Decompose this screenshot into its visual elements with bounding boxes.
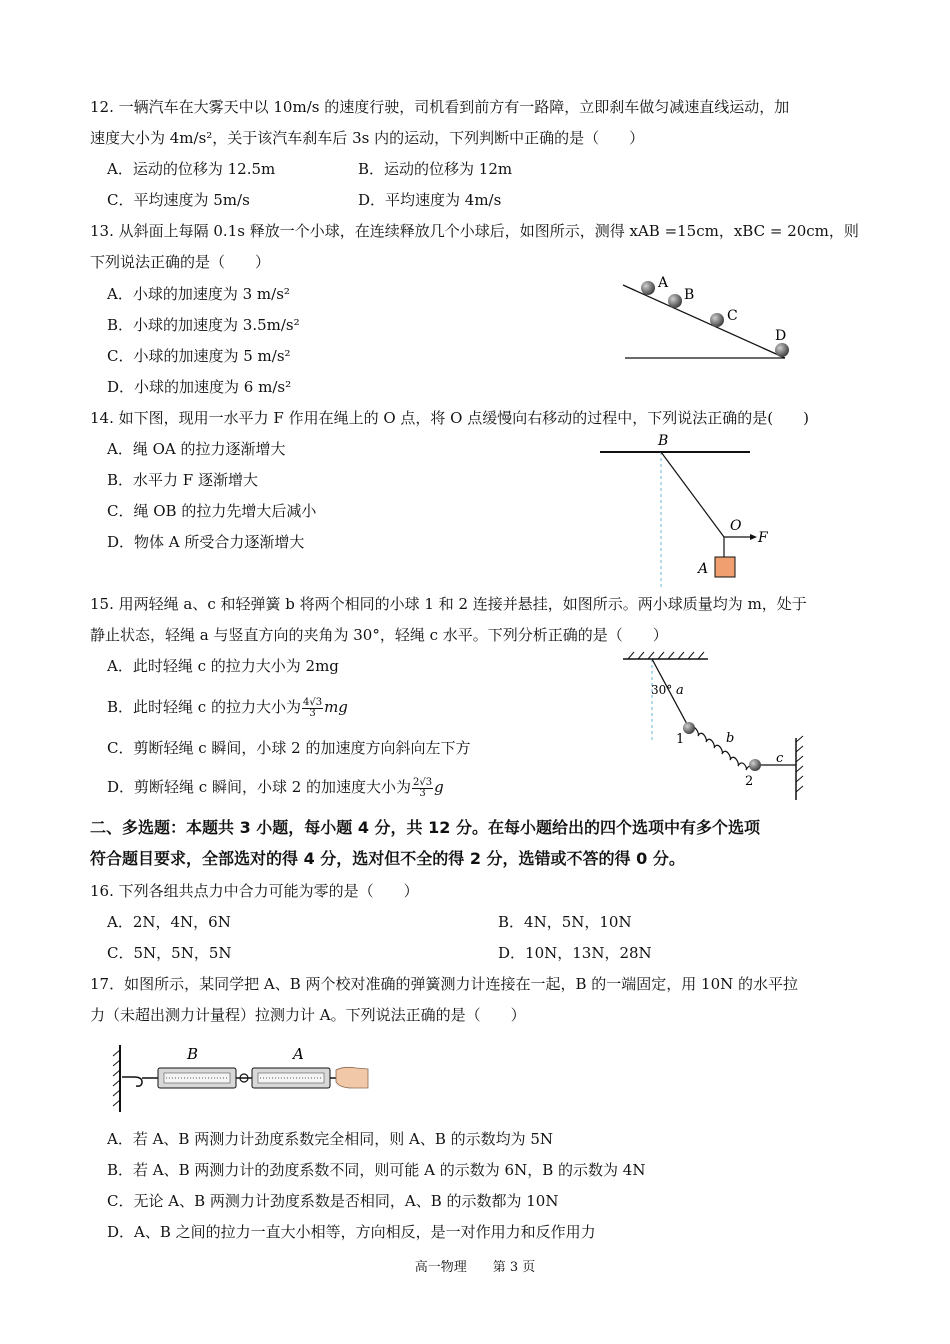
q12-option-a: A．运动的位移为 12.5m <box>107 160 276 178</box>
q13-option-a: A．小球的加速度为 3 m/s² <box>107 285 290 303</box>
q15-option-a: A．此时轻绳 c 的拉力大小为 2mg <box>107 657 339 675</box>
q12-stem-line2: 速度大小为 4m/s²，关于该汽车刹车后 3s 内的运动，下列判断中正确的是（ ） <box>90 129 645 147</box>
q15-spring-figure <box>618 650 808 805</box>
page-footer: 高一物理 第 3 页 <box>414 1260 536 1275</box>
q15-option-d <box>107 777 444 799</box>
section2-heading-line1: 二、多选题：本题共 3 小题，每小题 4 分，共 12 分。在每小题给出的四个选项中有多个选项 <box>90 818 760 837</box>
q15-spring-b <box>690 727 754 770</box>
q13-incline-figure <box>615 270 800 365</box>
q13-option-c: C．小球的加速度为 5 m/s² <box>107 347 291 365</box>
q15-option-b-fraction <box>302 698 323 719</box>
q14-label-o: O <box>730 518 742 534</box>
q12-stem-line1: 12. 一辆汽车在大雾天中以 10m/s 的速度行驶，司机看到前方有一路障，立即刹车做匀减速直线运动，加 <box>90 98 790 116</box>
q15-option-b-text: B．此时轻绳 c 的拉力大小为 <box>107 698 301 716</box>
q15-option-d-numerator: 2√3 <box>413 776 433 788</box>
q15-option-d-unit: g <box>434 778 444 796</box>
q15-option-b <box>107 697 348 719</box>
q14-label-a: A <box>698 561 709 577</box>
q13-option-d: D．小球的加速度为 6 m/s² <box>107 378 292 396</box>
q15-option-b-unit: mg <box>324 698 348 716</box>
q15-ball-1-label: 1 <box>676 732 685 747</box>
q13-label-a: A <box>658 275 669 291</box>
q15-option-d-fraction <box>412 778 433 799</box>
q16-option-b: B．4N，5N，10N <box>498 913 632 931</box>
q14-option-b: B．水平力 F 逐渐增大 <box>107 471 258 489</box>
q17-hand <box>336 1067 368 1088</box>
q15-option-b-denominator: 3 <box>309 707 316 719</box>
q13-option-b: B．小球的加速度为 3.5m/s² <box>107 316 300 334</box>
q13-ball-a <box>641 281 655 295</box>
q15-ball-2 <box>749 759 761 771</box>
q13-stem-line1: 13. 从斜面上每隔 0.1s 释放一个小球，在连续释放几个小球后，如图所示，测得 xAB =15cm，xBC = 20cm，则 <box>90 222 859 240</box>
q15-label-a: a <box>676 683 684 698</box>
q15-option-d-denominator: 3 <box>419 787 426 799</box>
q12-option-c: C．平均速度为 5m/s <box>107 191 250 209</box>
q17-stem-line2: 力（未超出测力计量程）拉测力计 A。下列说法正确的是（ ） <box>90 1006 526 1024</box>
q13-label-c: C <box>727 308 738 324</box>
q14-label-b: B <box>658 433 669 449</box>
q14-label-f: F <box>758 530 768 546</box>
q15-option-d-text: D．剪断轻绳 c 瞬间，小球 2 的加速度大小为 <box>107 778 412 796</box>
q13-label-d: D <box>775 328 787 344</box>
q15-stem-line1: 15. 用两轻绳 a、c 和轻弹簧 b 将两个相同的小球 1 和 2 连接并悬挂，如图所示。两小球质量均为 m，处于 <box>90 595 807 613</box>
q12-option-b: B．运动的位移为 12m <box>358 160 513 178</box>
q15-option-c: C．剪断轻绳 c 瞬间，小球 2 的加速度方向斜向左下方 <box>107 739 471 757</box>
q17-label-a: A <box>293 1045 304 1063</box>
q13-ball-b <box>668 294 682 308</box>
q17-option-a: A．若 A、B 两测力计劲度系数完全相同，则 A、B 的示数均为 5N <box>107 1130 554 1148</box>
q16-option-a: A．2N，4N，6N <box>107 913 231 931</box>
q14-option-d: D．物体 A 所受合力逐渐增大 <box>107 533 305 551</box>
q15-option-b-numerator: 4√3 <box>302 696 323 708</box>
q13-label-b: B <box>684 287 695 303</box>
q14-stem: 14. 如下图，现用一水平力 F 作用在绳上的 O 点，将 O 点缓慢向右移动的过程中，下列说法正确的是( ) <box>90 409 809 427</box>
q13-ball-d <box>775 343 789 357</box>
q13-stem-line2: 下列说法正确的是（ ） <box>90 253 271 271</box>
q15-label-b: b <box>726 731 735 746</box>
q15-label-c: c <box>776 751 784 766</box>
q17-option-d: D．A、B 之间的拉力一直大小相等，方向相反，是一对作用力和反作用力 <box>107 1223 596 1241</box>
q16-stem: 16. 下列各组共点力中合力可能为零的是（ ） <box>90 882 419 900</box>
q15-ball-1 <box>683 722 695 734</box>
q17-option-b: B．若 A、B 两测力计的劲度系数不同，则可能 A 的示数为 6N，B 的示数为 4N <box>107 1161 646 1179</box>
section2-heading-line2: 符合题目要求，全部选对的得 4 分，选对但不全的得 2 分，选错或不答的得 0 分。 <box>90 849 685 868</box>
q12-option-d: D．平均速度为 4m/s <box>358 191 502 209</box>
q16-option-c: C．5N，5N，5N <box>107 944 232 962</box>
q17-spring-scales-figure <box>110 1040 370 1115</box>
q16-option-d: D．10N，13N，28N <box>498 944 652 962</box>
q17-label-b: B <box>187 1045 199 1063</box>
q15-angle-label: 30° <box>651 683 673 697</box>
q14-rope-figure <box>595 430 768 590</box>
q17-stem-line1: 17．如图所示，某同学把 A、B 两个校对准确的弹簧测力计连接在一起，B 的一端固定，用 10N 的水平拉 <box>90 975 799 993</box>
q14-block-a <box>715 557 735 577</box>
q15-stem-line2: 静止状态，轻绳 a 与竖直方向的夹角为 30°，轻绳 c 水平。下列分析正确的是（ ） <box>90 626 668 644</box>
q15-ball-2-label: 2 <box>745 774 754 789</box>
q14-option-c: C．绳 OB 的拉力先增大后减小 <box>107 502 317 520</box>
q17-option-c: C．无论 A、B 两测力计劲度系数是否相同，A、B 的示数都为 10N <box>107 1192 559 1210</box>
q14-option-a: A．绳 OA 的拉力逐渐增大 <box>107 440 286 458</box>
q13-ball-c <box>710 313 724 327</box>
